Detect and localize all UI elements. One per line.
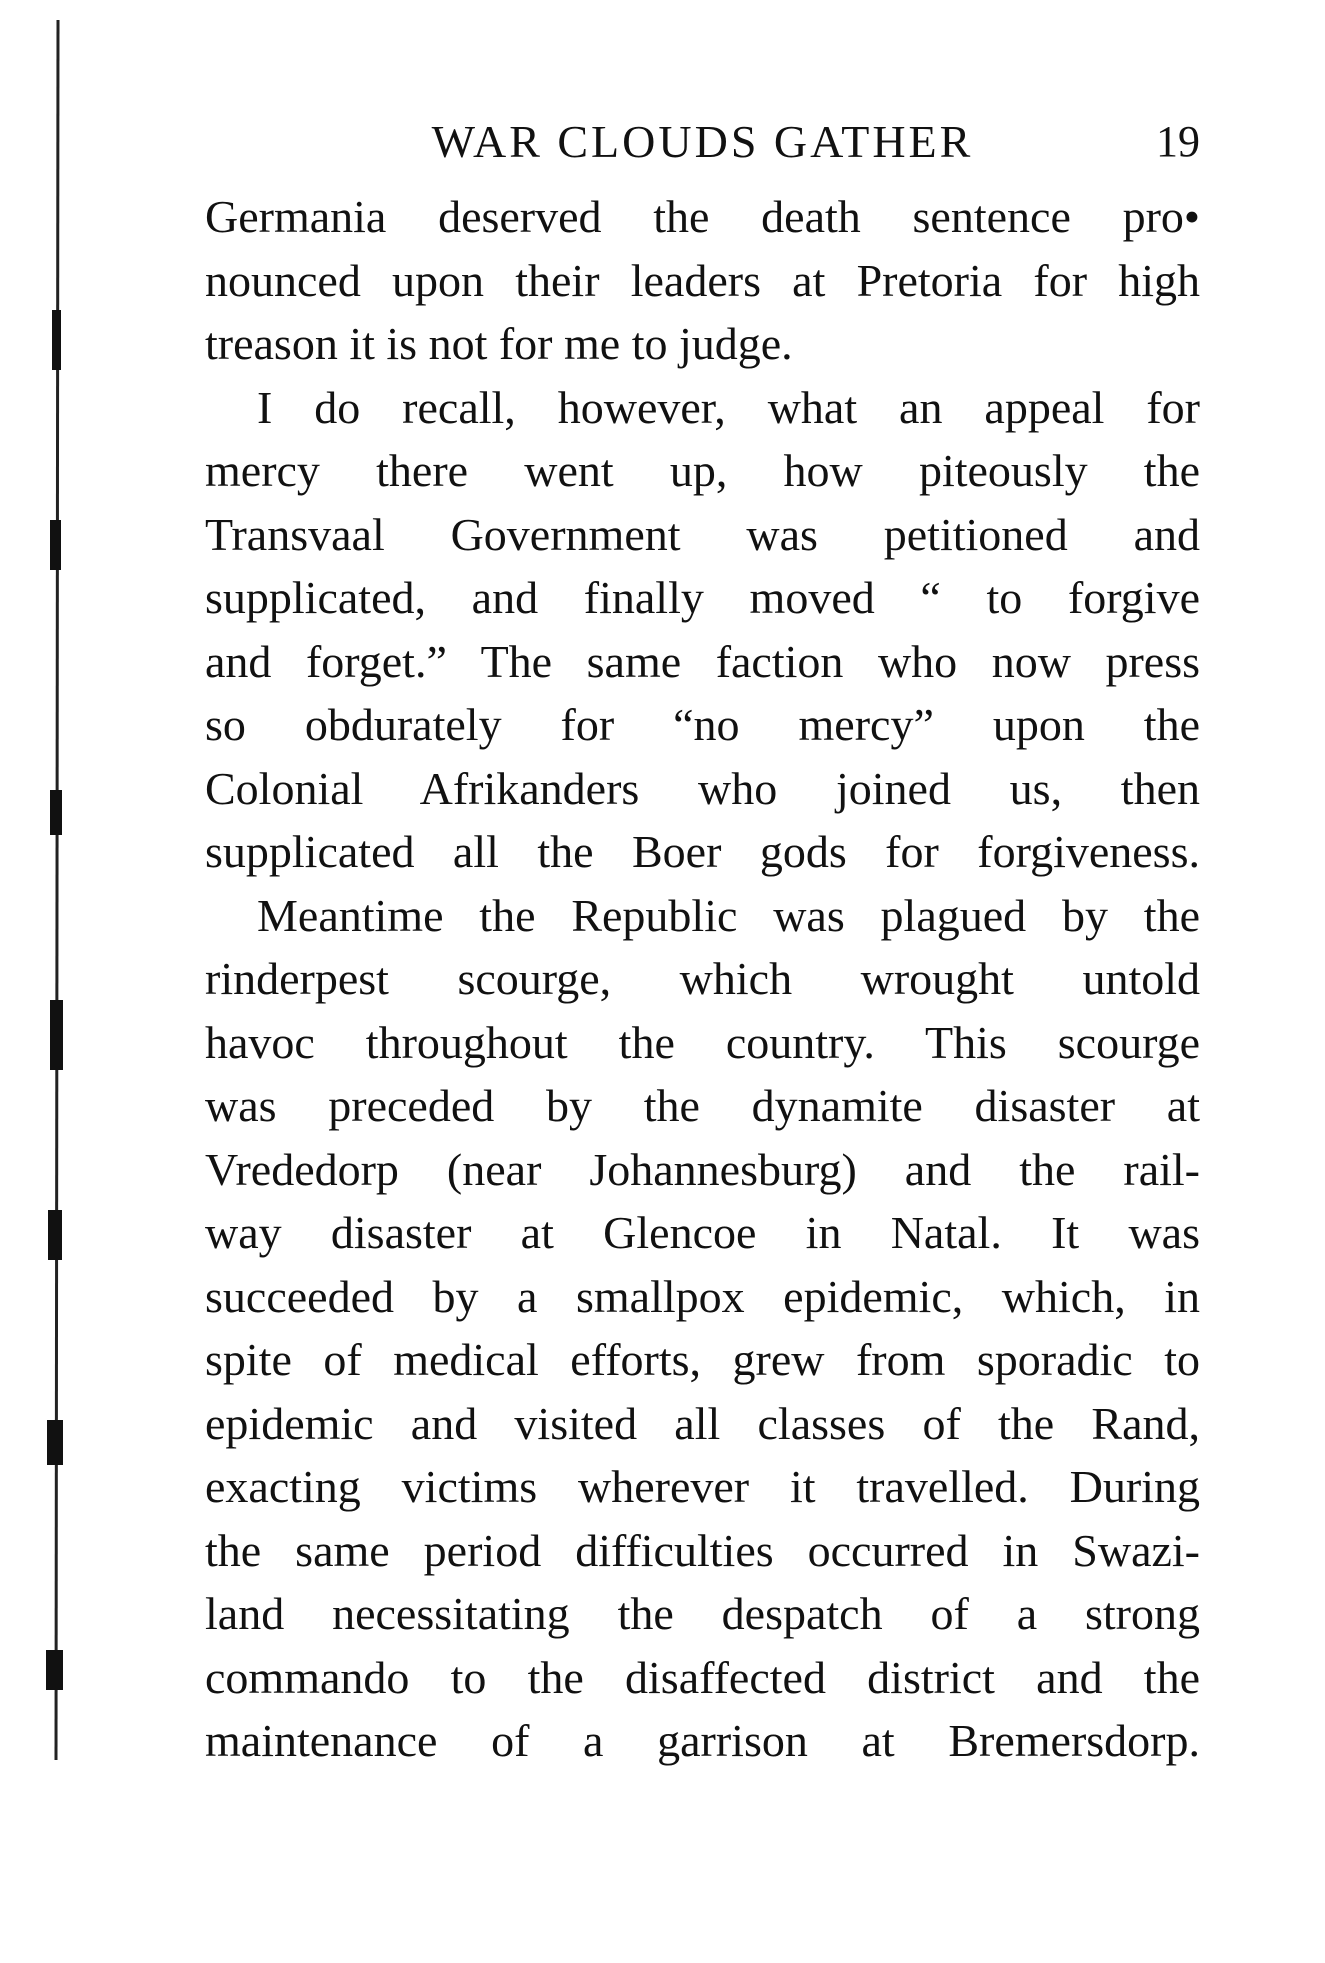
- text-line: exacting victims wherever it travelled. During: [205, 1461, 1200, 1512]
- text-line: treason it is not for me to judge.: [205, 318, 793, 369]
- text-line: mercy there went up, how piteously the: [205, 445, 1200, 496]
- text-line: commando to the disaffected district and the: [205, 1651, 1200, 1703]
- body-text: [205, 185, 1200, 1773]
- text-line: Vrededorp (near Johannesburg) and the rail-: [205, 1143, 1200, 1195]
- text-line: rinderpest scourge, which wrought untold: [205, 953, 1200, 1004]
- text-line: maintenance of a garrison at Bremersdorp.: [205, 1715, 1200, 1766]
- text-line: epidemic and visited all classes of the Rand,: [205, 1397, 1200, 1449]
- text-line: and forget.” The same faction who now press: [205, 635, 1200, 687]
- text-line: supplicated, and finally moved “ to forgive: [205, 572, 1200, 623]
- text-line: the same period difficulties occurred in Swazi-: [205, 1524, 1200, 1576]
- text-line: Transvaal Government was petitioned and: [205, 508, 1200, 560]
- text-line: way disaster at Glencoe in Natal. It was: [205, 1207, 1200, 1258]
- running-title: WAR CLOUDS GATHER: [431, 116, 974, 167]
- text-line: Germania deserved the death sentence pro•: [205, 191, 1200, 242]
- text-line: supplicated all the Boer gods for forgiveness.: [205, 826, 1200, 877]
- text-line: so obdurately for “no mercy” upon the: [205, 699, 1200, 750]
- text-line: was preceded by the dynamite disaster at: [205, 1080, 1200, 1131]
- text-line: I do recall, however, what an appeal for: [257, 381, 1200, 433]
- text-line: land necessitating the despatch of a strong: [205, 1588, 1200, 1639]
- text-line: nounced upon their leaders at Pretoria for high: [205, 254, 1200, 306]
- page-header: [205, 112, 1200, 172]
- text-line: Colonial Afrikanders who joined us, then: [205, 762, 1200, 814]
- text-line: succeeded by a smallpox epidemic, which, in: [205, 1270, 1200, 1322]
- text-line: spite of medical efforts, grew from sporadic to: [205, 1334, 1200, 1385]
- page-number: 19: [1156, 117, 1200, 166]
- binding-edge: [38, 20, 78, 1760]
- text-line: Meantime the Republic was plagued by the: [257, 889, 1200, 941]
- text-line: havoc throughout the country. This scourge: [205, 1016, 1200, 1068]
